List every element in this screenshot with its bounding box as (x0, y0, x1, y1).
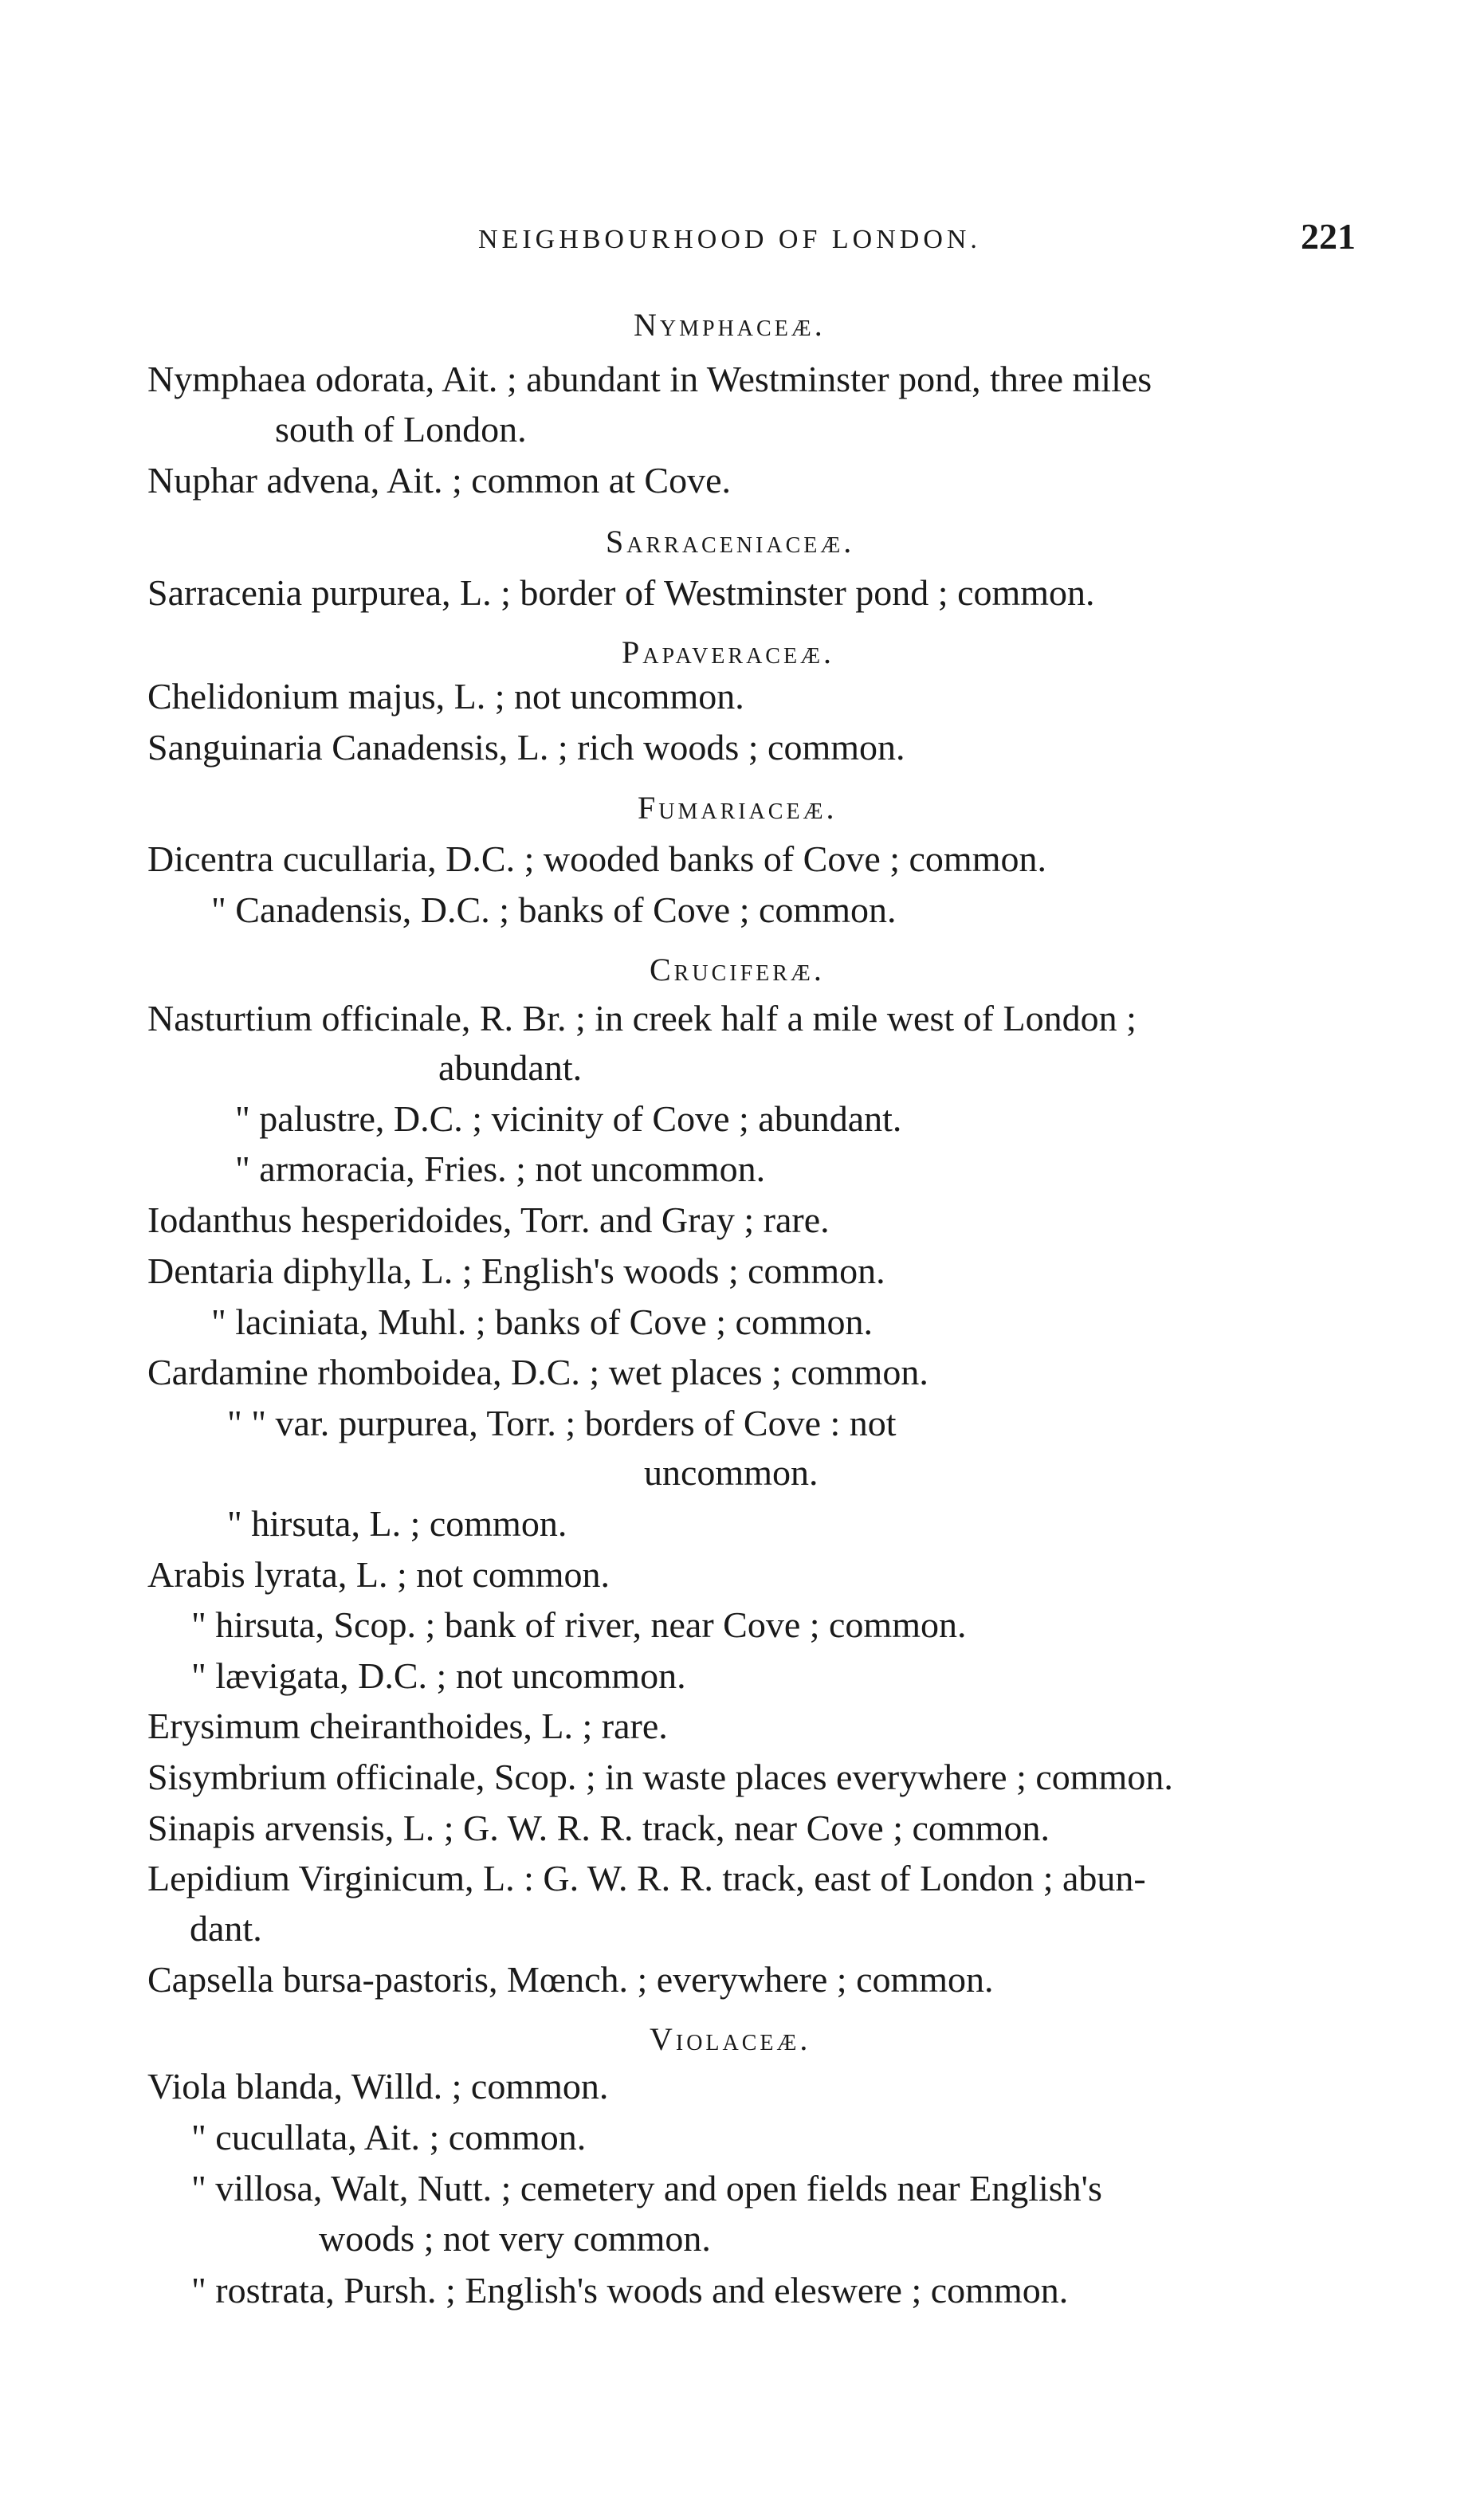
text-line: Dentaria diphylla, L. ; English's woods ; common. (147, 1250, 885, 1291)
page-number: 221 (1301, 216, 1356, 257)
text-line: Lepidium Virginicum, L. : G. W. R. R. track, east of London ; abun- (147, 1858, 1146, 1898)
text-line: Viola blanda, Willd. ; common. (147, 2066, 609, 2106)
text-line: " " var. purpurea, Torr. ; borders of Cove : not (227, 1403, 897, 1443)
family-heading: Fumariaceæ. (638, 790, 838, 826)
text-line: Sanguinaria Canadensis, L. ; rich woods ; common. (147, 727, 905, 768)
text-line: " hirsuta, L. ; common. (227, 1503, 567, 1544)
text-line: Arabis lyrata, L. ; not common. (147, 1554, 610, 1595)
text-line: Erysimum cheiranthoides, L. ; rare. (147, 1706, 668, 1746)
text-line: Nymphaea odorata, Ait. ; abundant in Westminster pond, three miles (147, 359, 1152, 399)
text-line: Sisymbrium officinale, Scop. ; in waste places everywhere ; common. (147, 1757, 1173, 1797)
text-line: " armoracia, Fries. ; not uncommon. (235, 1148, 766, 1189)
text-line: Sinapis arvensis, L. ; G. W. R. R. track, near Cove ; common. (147, 1808, 1050, 1848)
family-heading: Cruciferæ. (650, 952, 825, 987)
text-line: Nuphar advena, Ait. ; common at Cove. (147, 460, 732, 501)
text-line: " Canadensis, D.C. ; banks of Cove ; common. (211, 889, 897, 930)
family-heading: Violaceæ. (650, 2021, 811, 2057)
text-line: " lævigata, D.C. ; not uncommon. (191, 1655, 686, 1696)
text-line: " laciniata, Muhl. ; banks of Cove ; common. (211, 1302, 874, 1342)
text-line: " cucullata, Ait. ; common. (191, 2117, 587, 2157)
text-line: south of London. (275, 409, 527, 450)
text-line: " villosa, Walt, Nutt. ; cemetery and open fields near English's (191, 2168, 1102, 2208)
text-line: dant. (190, 1908, 262, 1949)
text-line: Sarracenia purpurea, L. ; border of Westminster pond ; common. (147, 572, 1095, 613)
text-line: " hirsuta, Scop. ; bank of river, near Cove ; common. (191, 1604, 967, 1645)
text-line: Nasturtium officinale, R. Br. ; in creek half a mile west of London ; (147, 998, 1137, 1038)
text-line: " palustre, D.C. ; vicinity of Cove ; abundant. (235, 1098, 902, 1139)
running-head: NEIGHBOURHOOD OF LONDON. (478, 225, 981, 254)
text-line: uncommon. (644, 1452, 819, 1493)
family-heading: Sarraceniaceæ. (606, 524, 855, 559)
family-heading: Papaveraceæ. (622, 634, 834, 670)
text-line: Chelidonium majus, L. ; not uncommon. (147, 676, 744, 717)
text-line: abundant. (438, 1047, 583, 1088)
text-line: Cardamine rhomboidea, D.C. ; wet places ; common. (147, 1352, 928, 1392)
text-line: " rostrata, Pursh. ; English's woods and eleswere ; common. (191, 2270, 1069, 2311)
text-line: Capsella bursa-pastoris, Mœnch. ; everywhere ; common. (147, 1959, 994, 2000)
page-header (0, 0, 1484, 257)
text-line: Dicentra cucullaria, D.C. ; wooded banks of Cove ; common. (147, 838, 1046, 879)
text-line: woods ; not very common. (319, 2218, 711, 2259)
text-line: Iodanthus hesperidoides, Torr. and Gray ; rare. (147, 1199, 830, 1240)
family-heading: Nymphaceæ. (634, 307, 826, 343)
